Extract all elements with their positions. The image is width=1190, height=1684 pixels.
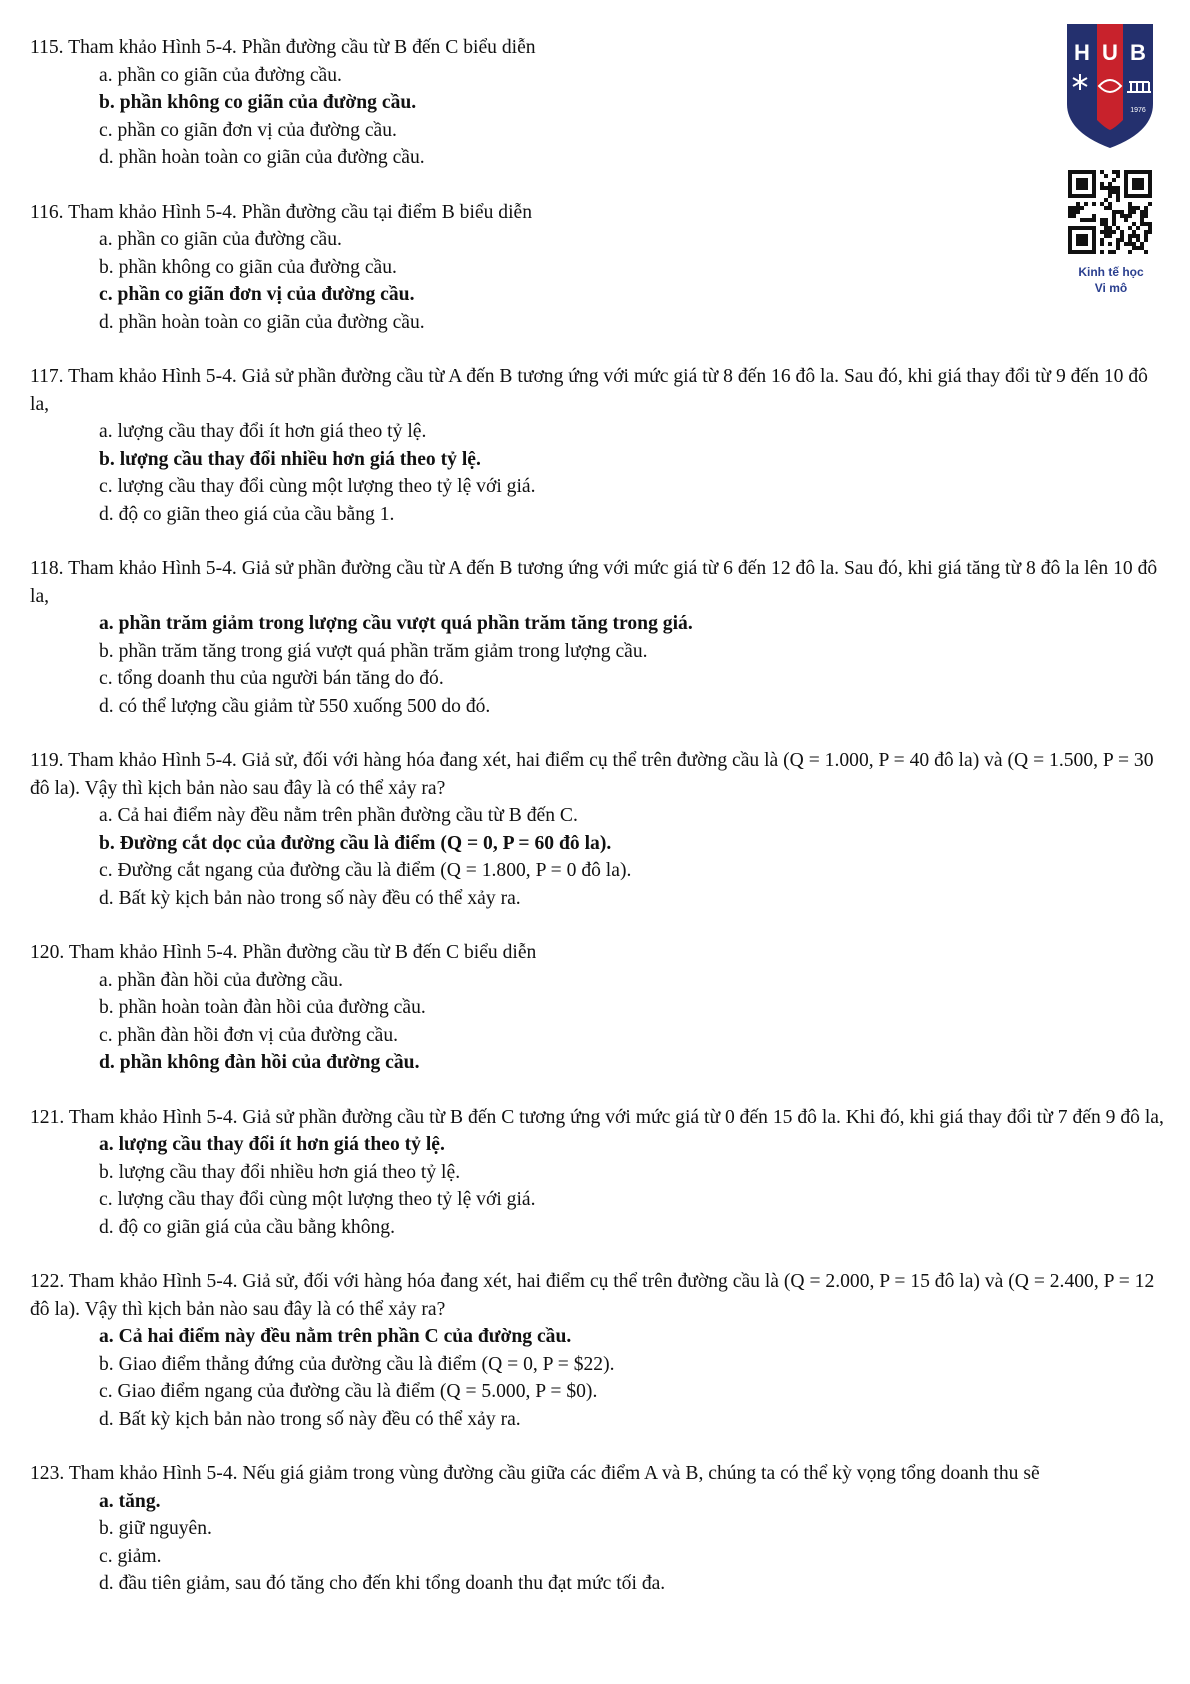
option-c: c. lượng cầu thay đổi cùng một lượng theo tỷ lệ với giá. <box>99 476 536 497</box>
option-a: a. Cả hai điểm này đều nằm trên phần C của đường cầu. <box>99 1326 572 1347</box>
option-list <box>30 1323 1165 1433</box>
option-d: d. Bất kỳ kịch bản nào trong số này đều có thể xảy ra. <box>99 887 521 909</box>
logo-year: 1976 <box>1130 107 1146 114</box>
question-120 <box>30 939 1165 1077</box>
question-122 <box>30 1268 1165 1433</box>
option-a: a. tăng. <box>99 1490 161 1512</box>
option-a: a. lượng cầu thay đổi ít hơn giá theo tỷ lệ. <box>99 1134 445 1155</box>
option-c: c. giảm. <box>99 1545 162 1567</box>
option-list <box>30 967 1165 1077</box>
option-d: d. độ co giãn theo giá của cầu bằng 1. <box>99 503 395 525</box>
question-116 <box>30 199 1165 337</box>
option-d: d. độ co giãn giá của cầu bằng không. <box>99 1216 395 1238</box>
question-123 <box>30 1460 1165 1598</box>
option-b: b. Đường cắt dọc của đường cầu là điểm (Q = 0, P = 60 đô la). <box>99 832 612 854</box>
option-a: a. Cả hai điểm này đều nằm trên phần đường cầu từ B đến C. <box>99 805 578 826</box>
option-a: a. phần đàn hồi của đường cầu. <box>99 969 344 991</box>
option-d: d. phần hoàn toàn co giãn của đường cầu. <box>99 311 425 333</box>
option-b: b. giữ nguyên. <box>99 1518 212 1539</box>
option-c: c. Giao điểm ngang của đường cầu là điểm (Q = 5.000, P = $0). <box>99 1381 598 1402</box>
question-115 <box>30 34 1165 172</box>
option-b: b. Giao điểm thẳng đứng của đường cầu là điểm (Q = 0, P = $22). <box>99 1353 615 1375</box>
option-list <box>30 802 1165 912</box>
option-a: a. phần trăm giảm trong lượng cầu vượt quá phần trăm tăng trong giá. <box>99 613 693 634</box>
option-b: b. phần không co giãn của đường cầu. <box>99 92 417 113</box>
question-121 <box>30 1104 1165 1242</box>
question-117 <box>30 363 1165 528</box>
question-stem: 118. Tham khảo Hình 5-4. Giả sử phần đường cầu từ A đến B tương ứng với mức giá từ 6 đến 12 đô la. Sau đó, khi giá tăng từ 8 đô la lên 10 đô la, <box>30 558 1158 607</box>
question-stem: 121. Tham khảo Hình 5-4. Giả sử phần đường cầu từ B đến C tương ứng với mức giá từ 0 đến 15 đô la. Khi đó, khi giá thay đổi từ 7 đến 9 đô la, <box>30 1106 1164 1128</box>
option-list <box>30 226 1165 336</box>
option-list <box>30 1131 1165 1241</box>
question-119 <box>30 747 1165 912</box>
option-c: c. phần co giãn đơn vị của đường cầu. <box>99 284 415 305</box>
option-d: d. phần không đàn hồi của đường cầu. <box>99 1052 420 1073</box>
option-d: d. đầu tiên giảm, sau đó tăng cho đến khi tổng doanh thu đạt mức tối đa. <box>99 1573 666 1594</box>
option-list <box>30 610 1165 720</box>
option-b: b. lượng cầu thay đổi nhiều hơn giá theo tỷ lệ. <box>99 448 481 470</box>
question-stem: 120. Tham khảo Hình 5-4. Phần đường cầu từ B đến C biểu diễn <box>30 942 537 963</box>
logo-letter-b: B <box>1130 40 1146 65</box>
logo-letter-u: U <box>1102 40 1118 65</box>
question-stem: 122. Tham khảo Hình 5-4. Giả sử, đối với hàng hóa đang xét, hai điểm cụ thể trên đường cầu là (Q = 2.000, P = 15 đô la) và (Q = 2.400, P = 12 đô la). Vậy thì kịch bản nào sau đây là có thể xảy ra? <box>30 1271 1155 1320</box>
question-list <box>30 34 1165 1625</box>
question-118 <box>30 555 1165 720</box>
option-d: d. phần hoàn toàn co giãn của đường cầu. <box>99 147 425 168</box>
option-list <box>30 418 1165 528</box>
question-stem: 116. Tham khảo Hình 5-4. Phần đường cầu tại điểm B biểu diễn <box>30 201 533 223</box>
qr-caption-line-2: Vi mô <box>1094 281 1128 295</box>
option-d: d. có thể lượng cầu giảm từ 550 xuống 500 do đó. <box>99 695 491 717</box>
option-b: b. phần hoàn toàn đàn hồi của đường cầu. <box>99 997 426 1018</box>
option-c: c. phần đàn hồi đơn vị của đường cầu. <box>99 1024 399 1046</box>
option-b: b. phần trăm tăng trong giá vượt quá phần trăm giảm trong lượng cầu. <box>99 640 648 662</box>
question-stem: 123. Tham khảo Hình 5-4. Nếu giá giảm trong vùng đường cầu giữa các điểm A và B, chúng ta có thể kỳ vọng tổng doanh thu sẽ <box>30 1463 1040 1484</box>
option-a: a. phần co giãn của đường cầu. <box>99 229 342 250</box>
option-c: c. lượng cầu thay đổi cùng một lượng theo tỷ lệ với giá. <box>99 1189 536 1210</box>
option-b: b. lượng cầu thay đổi nhiều hơn giá theo tỷ lệ. <box>99 1161 461 1183</box>
question-stem: 115. Tham khảo Hình 5-4. Phần đường cầu từ B đến C biểu diễn <box>30 37 536 58</box>
option-b: b. phần không co giãn của đường cầu. <box>99 256 397 278</box>
logo-letter-h: H <box>1074 40 1090 65</box>
option-c: c. Đường cắt ngang của đường cầu là điểm (Q = 1.800, P = 0 đô la). <box>99 860 632 881</box>
question-stem: 119. Tham khảo Hình 5-4. Giả sử, đối với hàng hóa đang xét, hai điểm cụ thể trên đường cầu là (Q = 1.000, P = 40 đô la) và (Q = 1.500, P = 30 đô la). Vậy thì kịch bản nào sau đây là có thể xảy ra? <box>30 750 1154 799</box>
option-a: a. phần co giãn của đường cầu. <box>99 64 342 86</box>
option-list <box>30 1488 1165 1598</box>
option-d: d. Bất kỳ kịch bản nào trong số này đều có thể xảy ra. <box>99 1408 521 1430</box>
qr-caption-line-1: Kinh tế học <box>1078 265 1144 279</box>
option-list <box>30 62 1165 172</box>
option-c: c. phần co giãn đơn vị của đường cầu. <box>99 119 397 141</box>
question-stem: 117. Tham khảo Hình 5-4. Giả sử phần đường cầu từ A đến B tương ứng với mức giá từ 8 đến 16 đô la. Sau đó, khi giá thay đổi từ 9 đến 10 đô la, <box>30 366 1148 415</box>
option-c: c. tổng doanh thu của người bán tăng do đó. <box>99 668 444 689</box>
option-a: a. lượng cầu thay đổi ít hơn giá theo tỷ lệ. <box>99 421 427 442</box>
